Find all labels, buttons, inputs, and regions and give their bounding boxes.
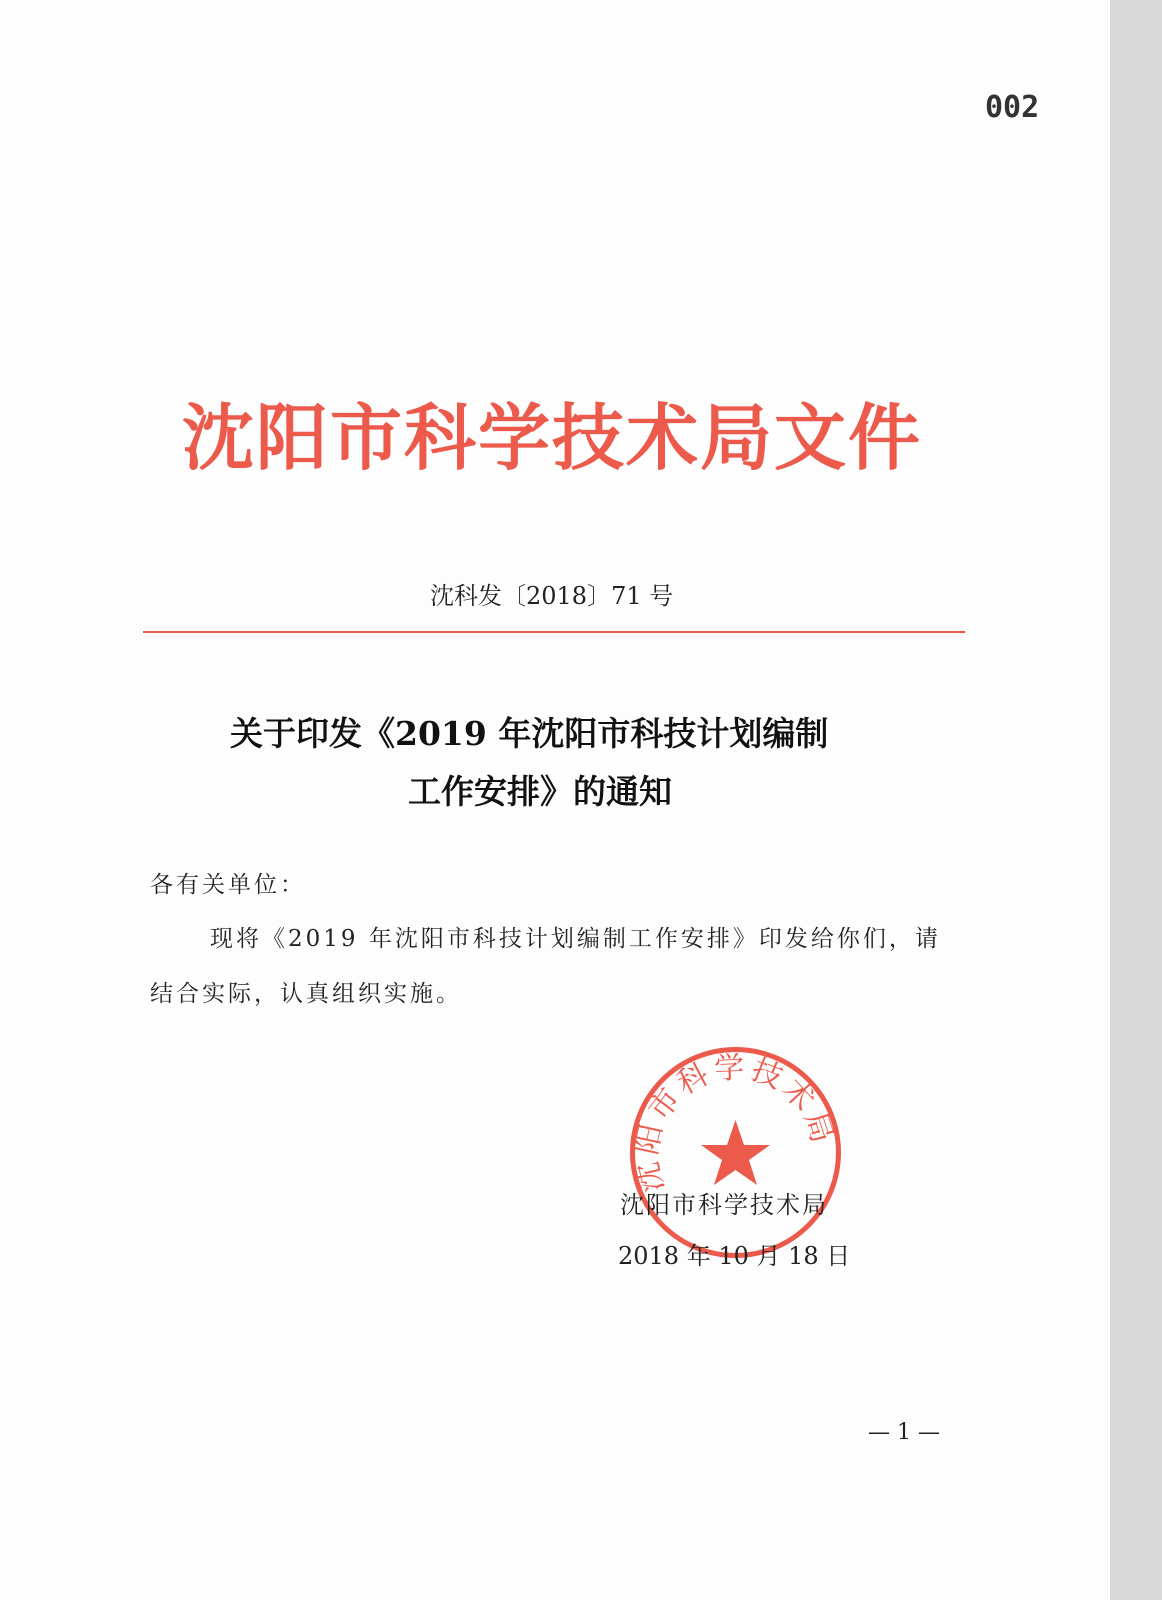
body-line-2: 结合实际，认真组织实施。 [150, 981, 462, 1007]
serial-number: 002 [985, 90, 1040, 125]
title-line-1: 关于印发《2019 年沈阳市科技计划编制 [230, 714, 829, 753]
page-number: — 1 — [868, 1420, 940, 1445]
official-seal [628, 1045, 843, 1260]
greeting: 各有关单位： [150, 872, 306, 898]
body-line-1: 现将《2019 年沈阳市科技计划编制工作安排》印发给你们，请 [210, 926, 941, 952]
signature-org: 沈阳市科学技术局 [620, 1191, 828, 1219]
issue-date: 2018 年 10 月 18 日 [618, 1242, 851, 1270]
title-line-2: 工作安排》的通知 [408, 772, 672, 811]
document-header: 沈阳市科学技术局文件 [182, 396, 923, 480]
document-number: 沈科发〔2018〕71 号 [430, 582, 674, 610]
red-divider [143, 631, 965, 633]
star-icon [701, 1120, 770, 1185]
svg-text:沈阳市科学技术局: 沈阳市科学技术局 [629, 1050, 841, 1196]
